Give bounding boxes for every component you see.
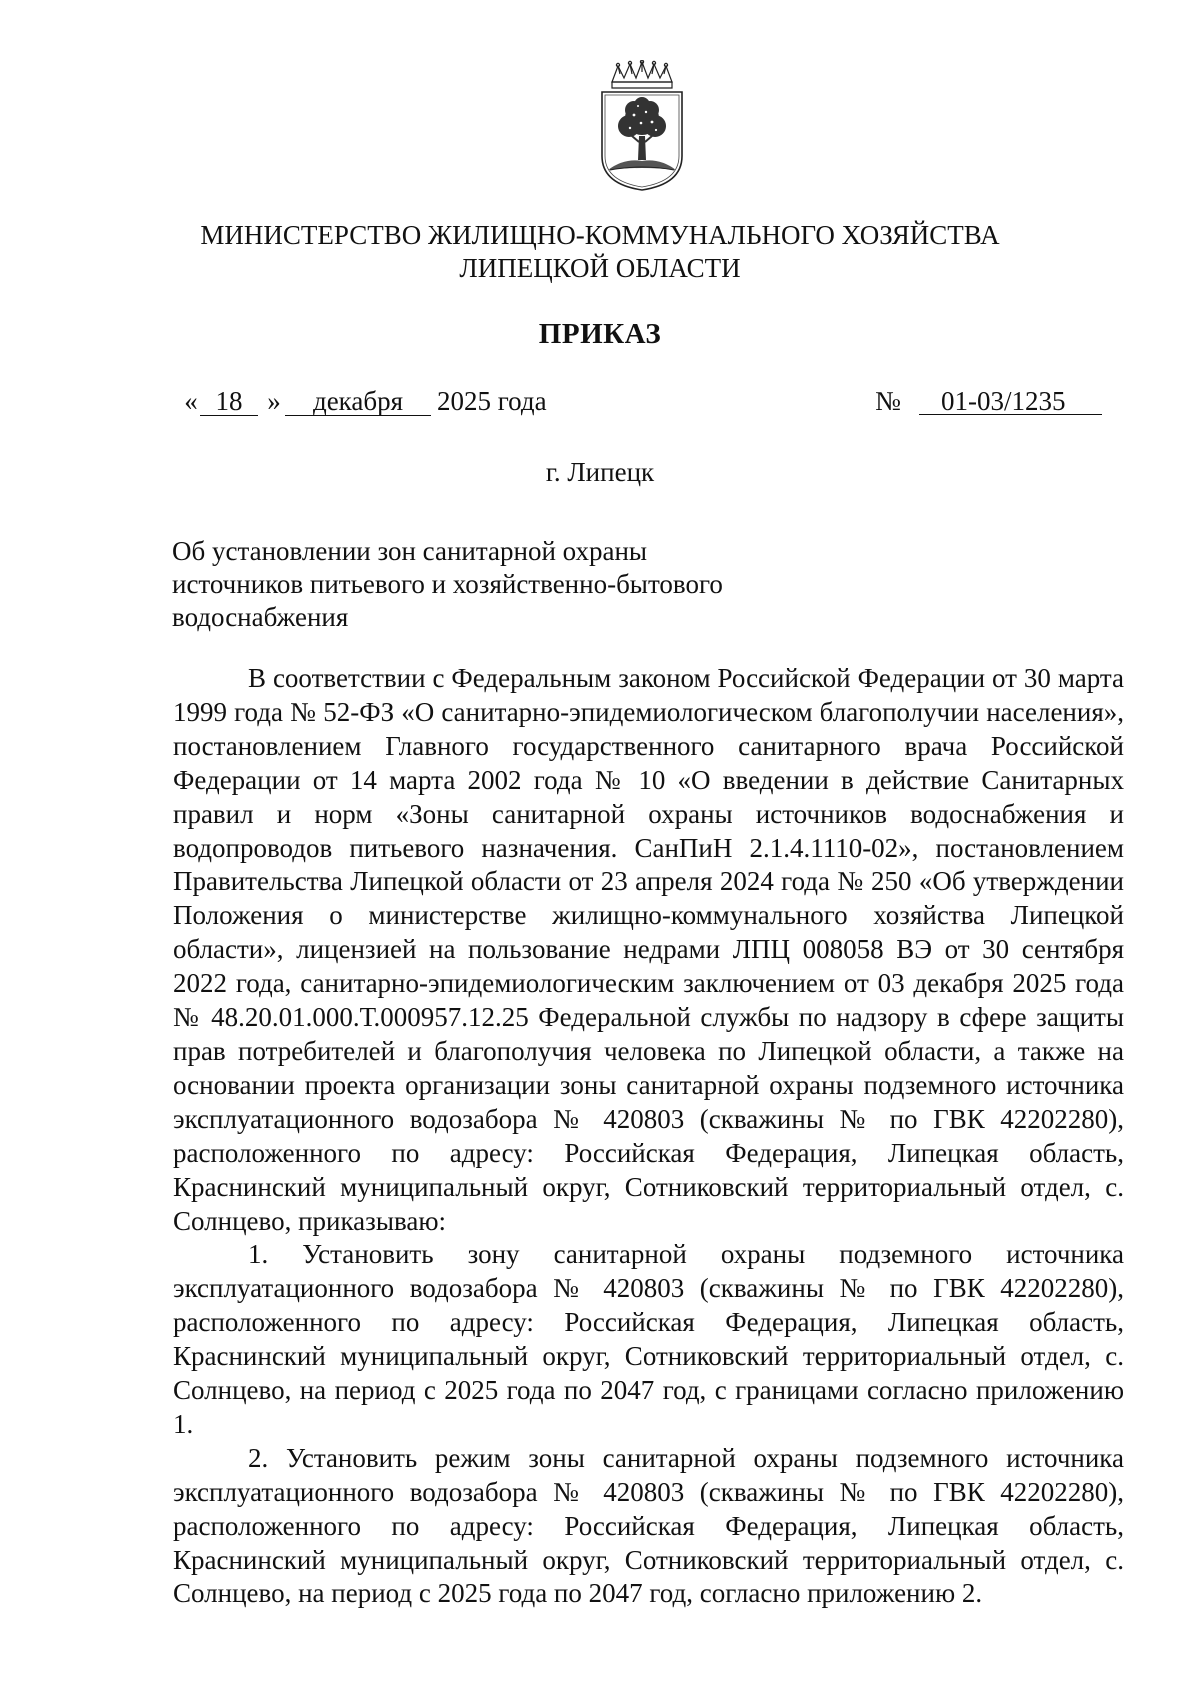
lipetsk-coat-of-arms-icon bbox=[594, 60, 690, 192]
document-body bbox=[173, 662, 1124, 1611]
preamble-paragraph: В соответствии с Федеральным законом Российской Федерации от 30 марта 1999 года № 52-ФЗ «О санитарно-эпидемиологическом благополучии населения», постановлением Главного государственного санитарного врача Российской Федерации от 14 марта 2002 года № 10 «О введении в действие Санитарных правил и норм «Зоны санитарной охраны источников водоснабжения и водопроводов питьевого назначения. СанПиН 2.1.4.1110-02», постановлением Правительства Липецкой области от 23 апреля 2024 года № 250 «Об утверждении Положения о министерстве жилищно-коммунального хозяйства Липецкой области», лицензией на пользование недрами ЛПЦ 008058 ВЭ от 30 сентября 2022 года, санитарно-эпидемиологическим заключением от 03 декабря 2025 года № 48.20.01.000.Т.000957.12.25 Федеральной службы по надзору в сфере защиты прав потребителей и благополучия человека по Липецкой области, а также на основании проекта организации зоны санитарной охраны подземного источника эксплуатационного водозабора № 420803 (скважины № по ГВК 42202280), расположенного по адресу: Российская Федерация, Липецкая область, Краснинский муниципальный округ, Сотниковский территориальный отдел, с. Солнцево, приказываю: bbox=[173, 663, 1124, 1236]
ministry-name-line2: ЛИПЕЦКОЙ ОБЛАСТИ bbox=[459, 253, 741, 283]
subject-line: водоснабжения bbox=[172, 602, 349, 632]
date-close-quote: » bbox=[267, 386, 281, 416]
ministry-name-line1: МИНИСТЕРСТВО ЖИЛИЩНО-КОММУНАЛЬНОГО ХОЗЯЙСТВА bbox=[200, 220, 1000, 250]
date-year: 2025 года bbox=[437, 386, 547, 416]
subject-line: источников питьевого и хозяйственно-бытового bbox=[172, 569, 723, 599]
order-item-2: 2. Установить режим зоны санитарной охраны подземного источника эксплуатационного водозабора № 420803 (скважины № по ГВК 42202280), расположенного по адресу: Российская Федерация, Липецкая область, Краснинский муниципальный округ, Сотниковский территориальный отдел, с. Солнцево, на период с 2025 года по 2047 год, согласно приложению 2. bbox=[173, 1442, 1124, 1609]
date-day: 18 bbox=[200, 384, 258, 416]
date-open-quote: « bbox=[184, 386, 198, 416]
date-number-row bbox=[0, 384, 1200, 418]
document-type: ПРИКАЗ bbox=[538, 318, 662, 350]
document-number: 01-03/1235 bbox=[919, 384, 1102, 415]
document-subject bbox=[172, 535, 792, 634]
number-sign: № bbox=[875, 386, 901, 416]
order-item-1: 1. Установить зону санитарной охраны подземного источника эксплуатационного водозабора № 420803 (скважины № по ГВК 42202280), расположенного по адресу: Российская Федерация, Липецкая область, Краснинский муниципальный округ, Сотниковский территориальный отдел, с. Солнцево, на период с 2025 года по 2047 год, с границами согласно приложению 1. bbox=[173, 1239, 1124, 1439]
subject-line: Об установлении зон санитарной охраны bbox=[172, 536, 648, 566]
date-month: декабря bbox=[285, 384, 431, 416]
city-name: г. Липецк bbox=[545, 457, 655, 487]
